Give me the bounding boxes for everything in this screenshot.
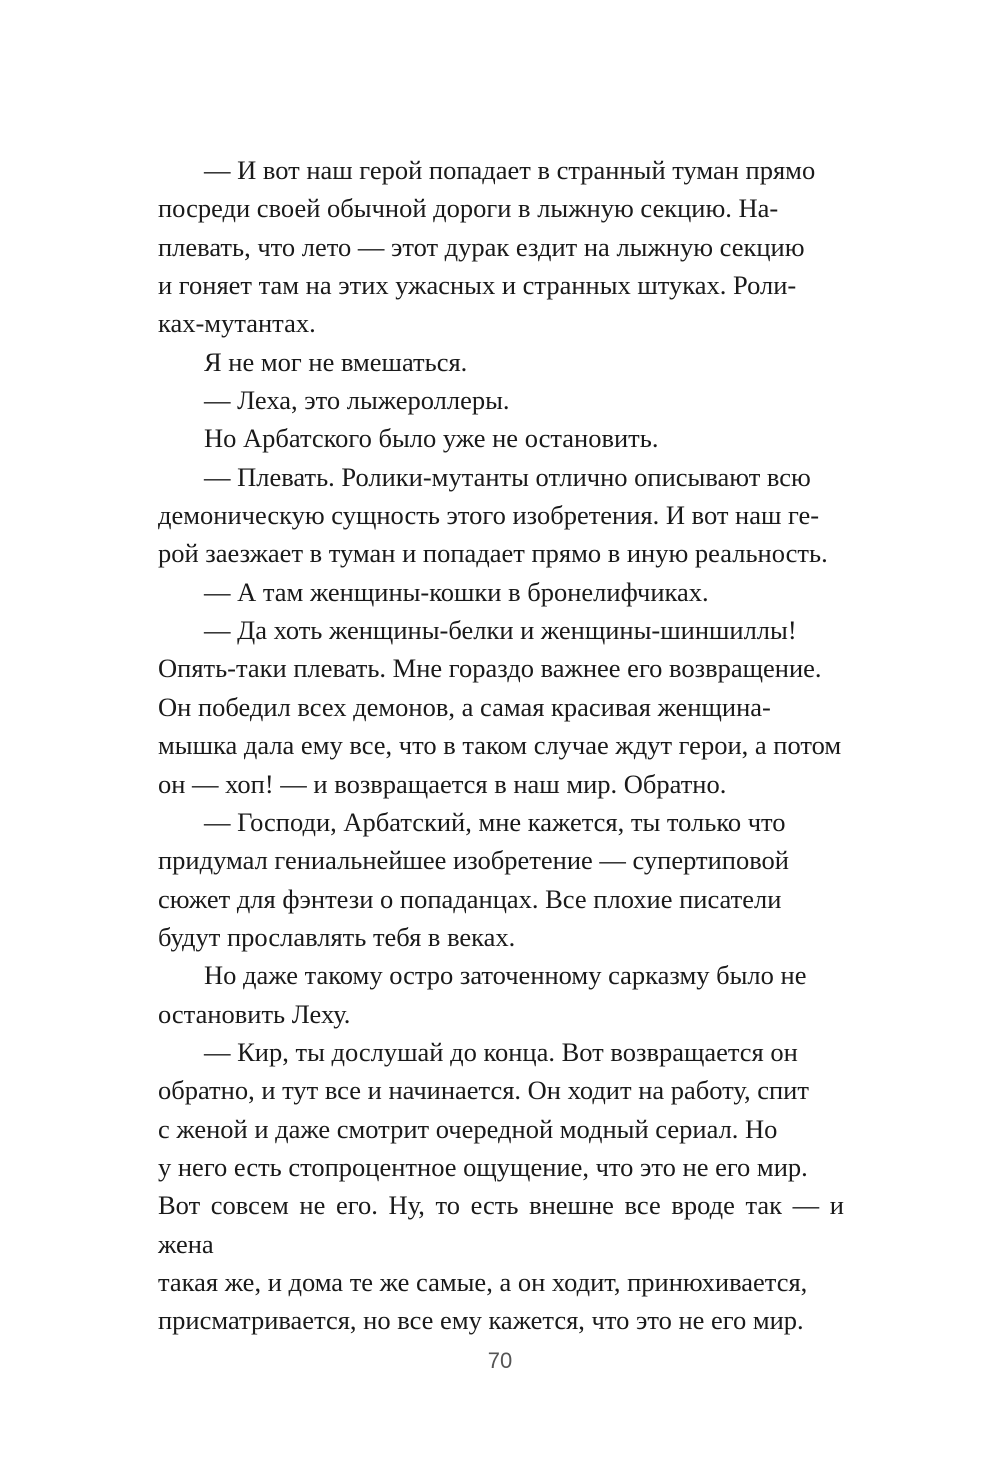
paragraph: — Кир, ты дослушай до конца. Вот возвращается он обратно, и тут все и начинается. Он ходит на работу, спит с женой и даже смотрит очередной модный сериал. Но у него есть стопроцентное ощущение, что это не его мир. Вот совсем не его. Ну, то есть внешне все вроде так — и жена такая же, и дома те же самые, а он ходит, принюхивается, присматривается, но все ему кажется, что это не его мир. <box>158 1036 844 1336</box>
paragraph: Но даже такому остро заточенному сарказму было не остановить Леху. <box>158 960 807 1029</box>
paragraph: Но Арбатского было уже не остановить. <box>204 423 659 454</box>
paragraph: — Господи, Арбатский, мне кажется, ты только что придумал гениальнейшее изобретение — супертиповой сюжет для фэнтези о попаданцах. Все плохие писатели будут прославлять тебя в веках. <box>158 806 789 952</box>
paragraph: — Плевать. Ролики-мутанты отлично описывают всю демоническую сущность этого изобретения. И вот наш ге- рой заезжает в туман и попадает прямо в иную реальность. <box>158 461 828 569</box>
paragraph: Я не мог не вмешаться. <box>204 346 468 377</box>
paragraph: — Леха, это лыжероллеры. <box>204 385 510 416</box>
paragraph: — Да хоть женщины-белки и женщины-шиншиллы! Опять-таки плевать. Мне гораздо важнее его возвращение. Он победил всех демонов, а самая красивая женщина- мышка дала ему все, что в таком случае ждут герои, а потом он — хоп! — и возвращается в наш мир. Обратно. <box>158 615 842 799</box>
page-number: 70 <box>487 1348 513 1373</box>
body-text <box>158 151 844 1340</box>
paragraph: — И вот наш герой попадает в странный туман прямо посреди своей обычной дороги в лыжную секцию. На- плевать, что лето — этот дурак ездит на лыжную секцию и гоняет там на этих ужасных и странных штуках. Роли- ках-мутантах. <box>158 155 816 339</box>
paragraph: — А там женщины-кошки в бронелифчиках. <box>204 576 709 607</box>
